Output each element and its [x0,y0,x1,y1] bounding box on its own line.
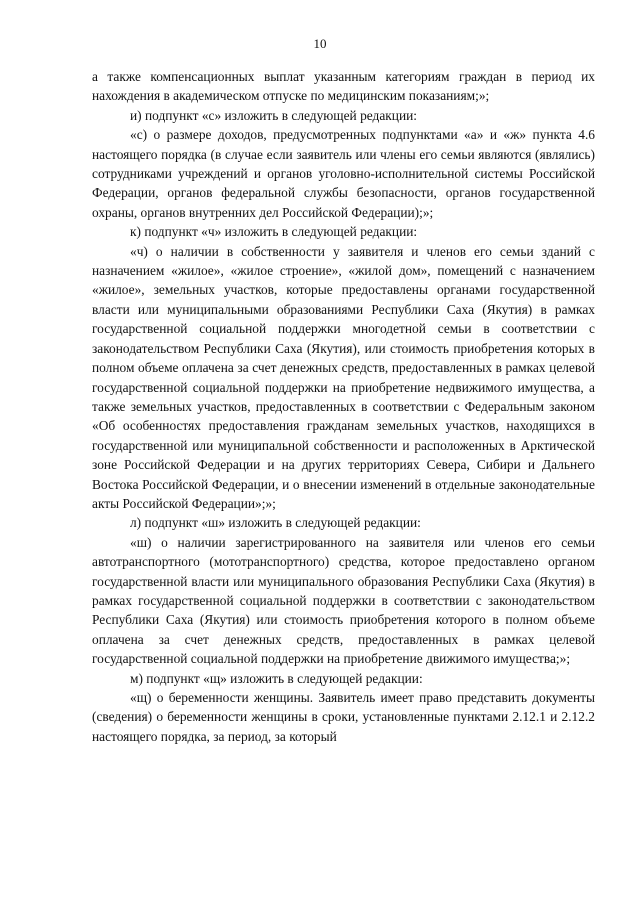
paragraph-item-l: л) подпункт «ш» изложить в следующей редакции: [130,515,421,531]
paragraph-subitem-ch: «ч) о наличии в собственности у заявителя и членов его семьи зданий с назначением «жилое», «жилое строение», «жилой дом», помещений с назначением «жилое», земельных участков, которые предоставлены органами государственной власти или муниципальными образованиями Республики Саха (Якутия) в рамках государственной социальной поддержки многодетной семьи в соответствии с законодательством Республики Саха (Якутия), или стоимость приобретения которых в полном объеме оплачена за счет денежных средств, предоставленных в рамках целевой государственной социальной поддержки на приобретение недвижимого имущества, а также земельных участков, предоставленных в соответствии с Федеральным законом «Об особенностях предоставления гражданам земельных участков, находящихся в государственной или муниципальной собственности и расположенных в Арктической зоне Российской Федерации и на других территориях Севера, Сибири и Дальнего Востока Российской Федерации, и о внесении изменений в отдельные законодательные акты Российской Федерации»;»; [92,243,595,511]
paragraph-subitem-s: «с) о размере доходов, предусмотренных подпунктами «а» и «ж» пункта 4.6 настоящего порядка (в случае если заявитель или члены его семьи являются (являлись) сотрудниками учреждений и органов уголовно-исполнительной системы Российской Федерации, органов федеральной службы безопасности, органов государственной охраны, органов внутренних дел Российской Федерации);»; [92,127,595,220]
paragraph-item-m: м) подпункт «щ» изложить в следующей редакции: [130,670,423,686]
paragraph-subitem-shch: «щ) о беременности женщины. Заявитель имеет право представить документы (сведения) о беременности женщины в сроки, установленные пунктами 2.12.1 и 2.12.2 настоящего порядка, за период, за который [92,690,595,744]
paragraph-item-k: к) подпункт «ч» изложить в следующей редакции: [130,224,418,240]
page-number: 10 [313,36,327,51]
paragraph-item-i: и) подпункт «с» изложить в следующей редакции: [130,107,418,123]
document-body [92,67,595,746]
paragraph-continuation: а также компенсационных выплат указанным категориям граждан в период их нахождения в академическом отпуске по медицинским показаниям;»; [92,69,595,104]
paragraph-subitem-sh: «ш) о наличии зарегистрированного на заявителя или членов его семьи автотранспортного (мототранспортного) средства, которое предоставлено органом государственной власти или муниципального образования Республики Саха (Якутия) в рамках государственной социальной поддержки в соответствии с законодательством Республики Саха (Якутия) или стоимость приобретения которого в полном объеме оплачена за счет денежных средств, предоставленных в рамках целевой государственной социальной поддержки на приобретение движимого имущества;»; [92,534,595,667]
